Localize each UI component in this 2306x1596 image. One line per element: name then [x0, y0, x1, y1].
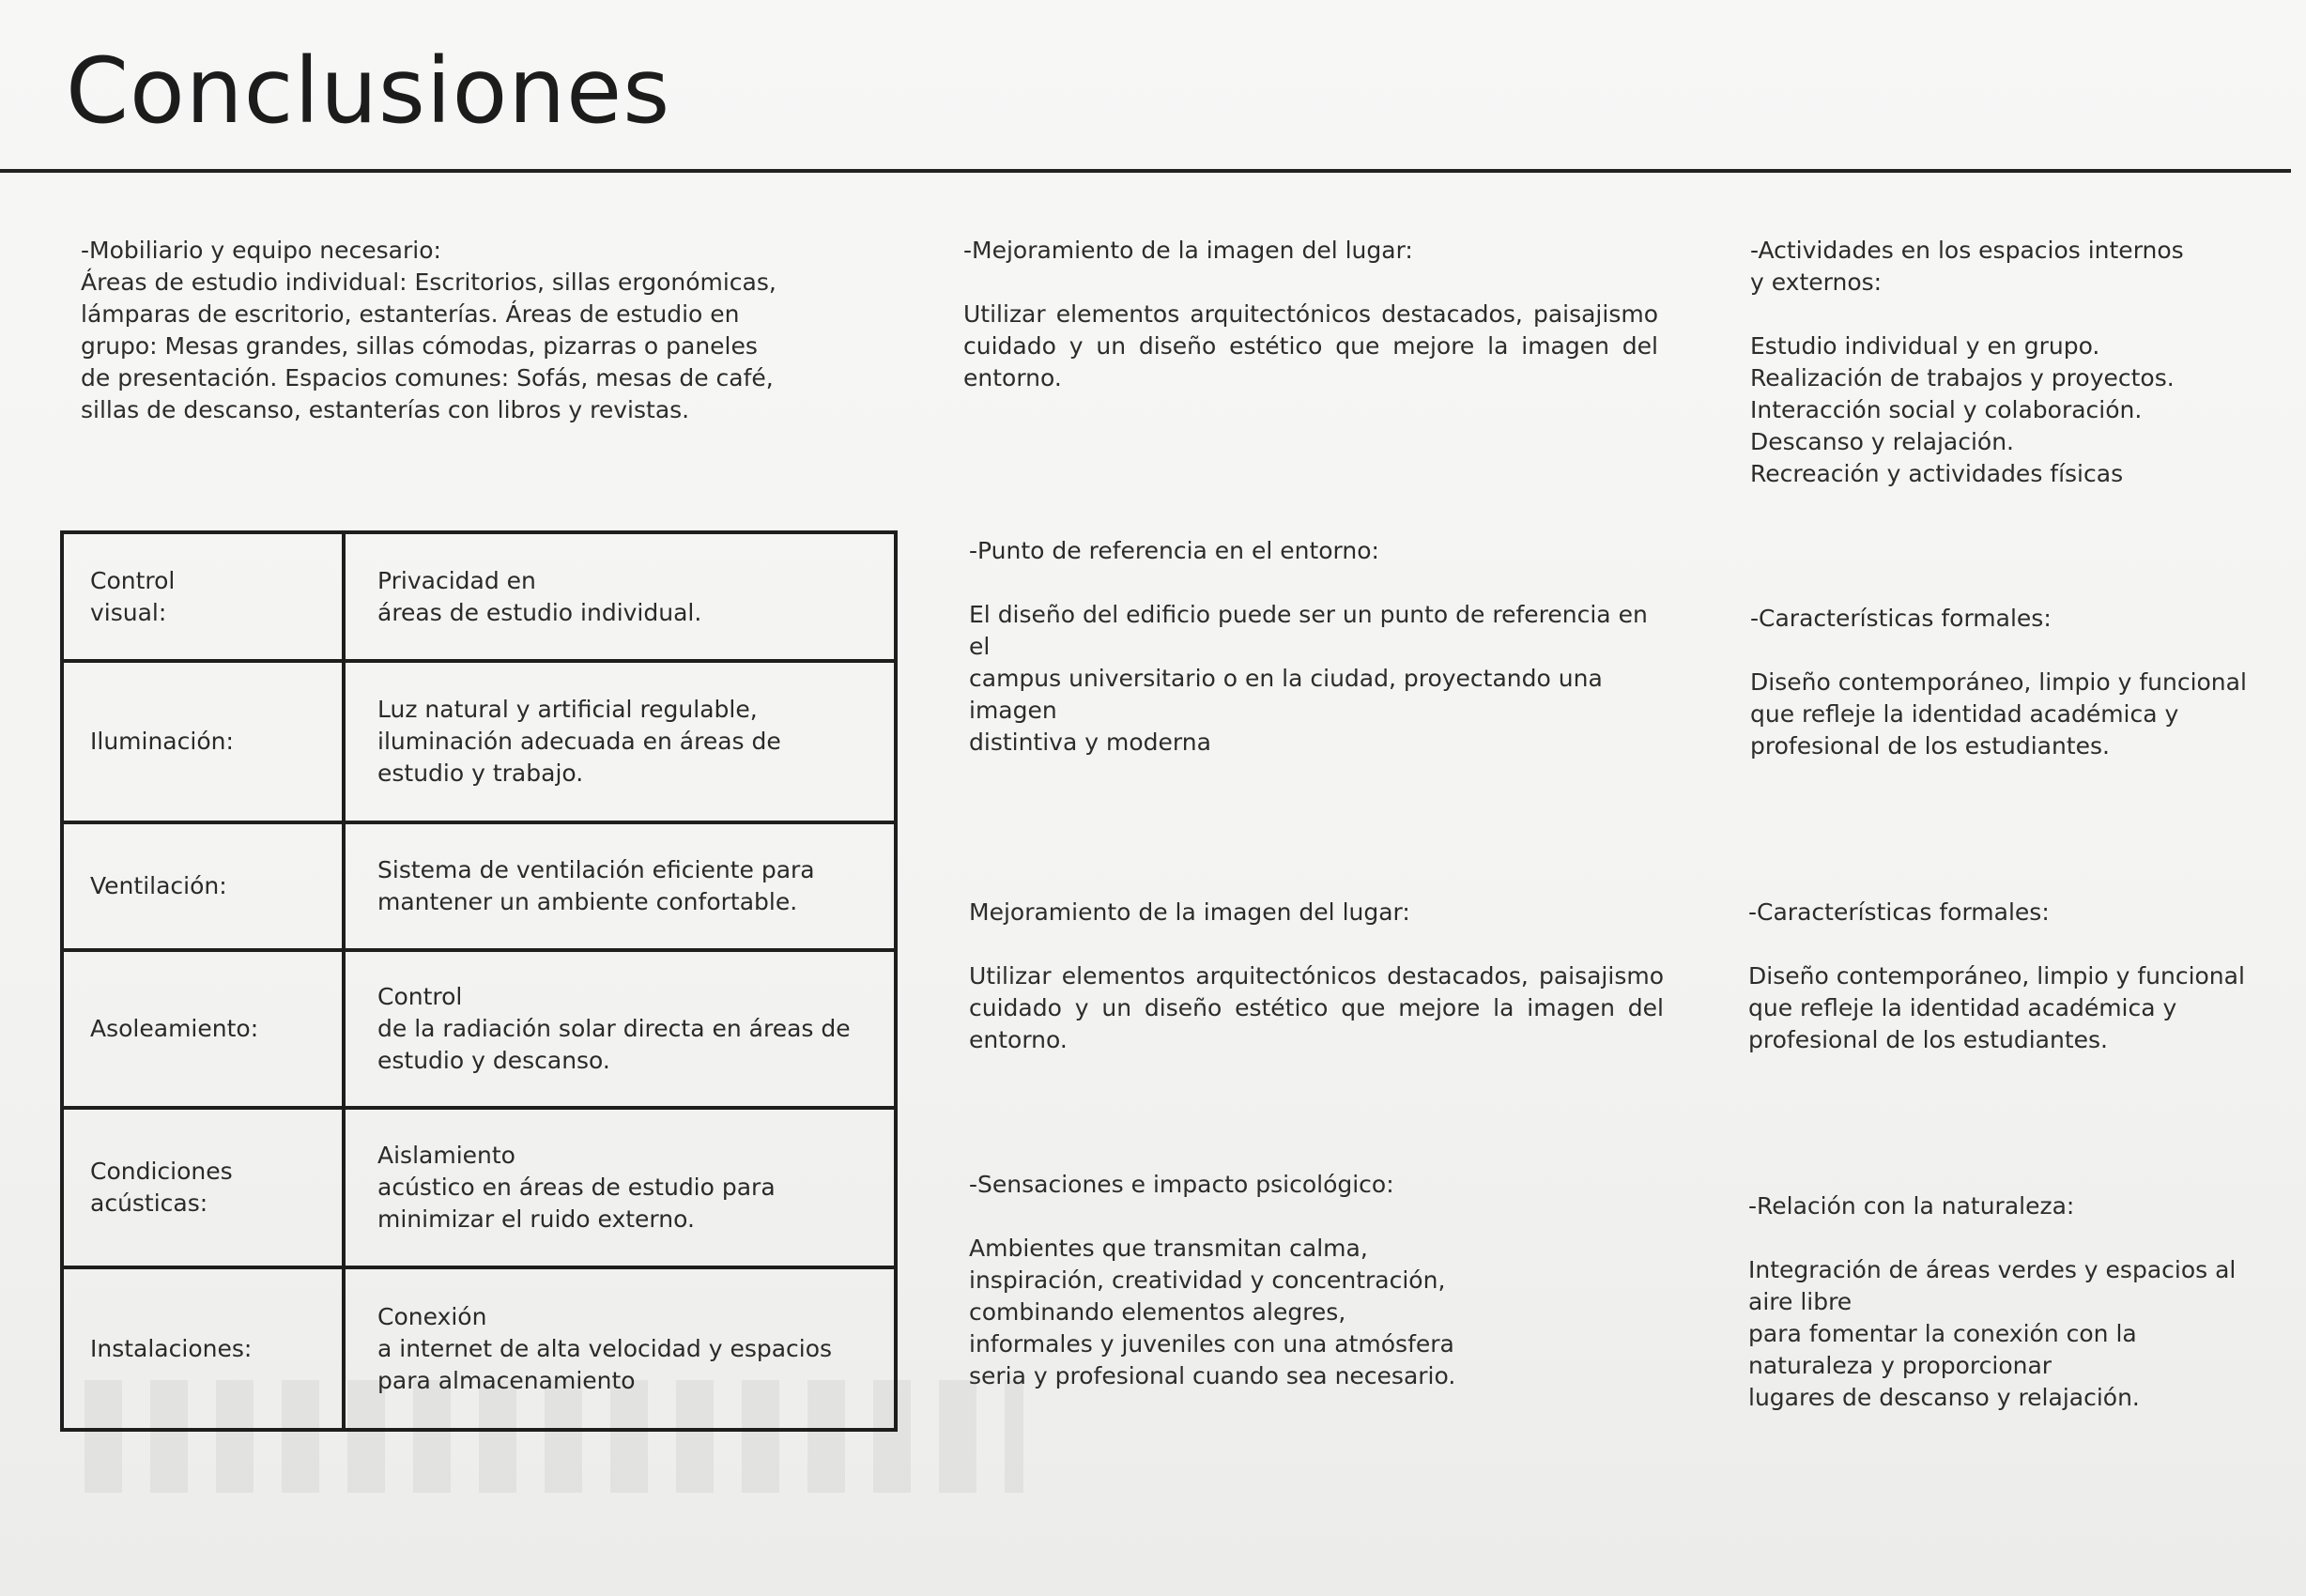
- sensaciones-section: [969, 1169, 1664, 1392]
- naturaleza-line: aire libre: [1748, 1288, 1852, 1315]
- mobiliario-section: [81, 235, 785, 426]
- page-title: Conclusiones: [66, 38, 671, 144]
- table-row-value: Control de la radiación solar directa en áreas de estudio y descanso.: [377, 983, 851, 1074]
- imagen-body: Utilizar elementos arquitectónicos destacados, paisajismo cuidado y un diseño estético que mejore la imagen del entorno.: [969, 962, 1664, 1053]
- mobiliario-line: Áreas de estudio individual: Escritorios, sillas ergonómicas,: [81, 269, 776, 296]
- formales-heading: -Características formales:: [1748, 898, 2050, 926]
- formales-heading: -Características formales:: [1750, 605, 2052, 632]
- table-row-value: Aislamiento acústico en áreas de estudio para minimizar el ruido externo.: [377, 1142, 776, 1233]
- referencia-section: [969, 535, 1664, 759]
- table-row: [64, 952, 894, 1110]
- actividades-line: Estudio individual y en grupo.: [1750, 332, 2100, 360]
- table-row-label: Instalaciones:: [64, 1269, 346, 1428]
- formales-line: Diseño contemporáneo, limpio y funcional: [1748, 962, 2245, 990]
- referencia-line: distintiva y moderna: [969, 729, 1211, 756]
- table-row: [64, 663, 894, 824]
- actividades-line: Recreación y actividades físicas: [1750, 460, 2124, 487]
- table-row-label: Asoleamiento:: [64, 952, 346, 1106]
- imagen-body: Utilizar elementos arquitectónicos destacados, paisajismo cuidado y un diseño estético que mejore la imagen del entorno.: [963, 300, 1658, 391]
- referencia-heading: -Punto de referencia en el entorno:: [969, 537, 1379, 564]
- sensaciones-heading: -Sensaciones e impacto psicológico:: [969, 1171, 1394, 1198]
- actividades-line: Descanso y relajación.: [1750, 428, 2014, 455]
- formales-line: profesional de los estudiantes.: [1750, 732, 2110, 760]
- referencia-line: el: [969, 633, 991, 660]
- table-row-label: Condiciones acústicas:: [64, 1110, 346, 1266]
- imagen-section-1: [963, 235, 1658, 394]
- actividades-section: [1750, 235, 2276, 490]
- table-row-value: Luz natural y artificial regulable, iluminación adecuada en áreas de estudio y trabajo.: [377, 696, 781, 787]
- imagen-heading: Mejoramiento de la imagen del lugar:: [969, 898, 1410, 926]
- table-row: [64, 1110, 894, 1269]
- formales-section-1: [1750, 603, 2285, 762]
- mobiliario-line: grupo: Mesas grandes, sillas cómodas, pizarras o paneles: [81, 332, 758, 360]
- table-row: [64, 534, 894, 663]
- referencia-line: El diseño del edificio puede ser un punto de referencia en: [969, 601, 1648, 628]
- mobiliario-line: lámparas de escritorio, estanterías. Áreas de estudio en: [81, 300, 740, 328]
- naturaleza-line: lugares de descanso y relajación.: [1748, 1384, 2140, 1411]
- actividades-line: Realización de trabajos y proyectos.: [1750, 364, 2175, 391]
- conditions-table: [60, 530, 898, 1432]
- naturaleza-line: naturaleza y proporcionar: [1748, 1352, 2052, 1379]
- formales-line: que refleje la identidad académica y: [1748, 994, 2177, 1021]
- naturaleza-section: [1748, 1190, 2283, 1414]
- sensaciones-line: seria y profesional cuando sea necesario.: [969, 1362, 1456, 1389]
- title-divider: [0, 169, 2291, 173]
- referencia-line: campus universitario o en la ciudad, proyectando una: [969, 665, 1603, 692]
- actividades-heading: -Actividades en los espacios internos: [1750, 237, 2184, 264]
- naturaleza-line: Integración de áreas verdes y espacios al: [1748, 1256, 2237, 1283]
- naturaleza-line: para fomentar la conexión con la: [1748, 1320, 2137, 1347]
- bleed-through-shadow: [85, 1380, 1023, 1493]
- table-row-label: Control visual:: [64, 534, 346, 659]
- sensaciones-line: Ambientes que transmitan calma,: [969, 1235, 1368, 1262]
- mobiliario-line: sillas de descanso, estanterías con libros y revistas.: [81, 396, 690, 423]
- actividades-line: Interacción social y colaboración.: [1750, 396, 2143, 423]
- sensaciones-line: combinando elementos alegres,: [969, 1298, 1346, 1326]
- sensaciones-line: inspiración, creatividad y concentración,: [969, 1266, 1446, 1294]
- referencia-line: imagen: [969, 697, 1057, 724]
- actividades-heading: y externos:: [1750, 269, 1883, 296]
- mobiliario-heading: -Mobiliario y equipo necesario:: [81, 237, 441, 264]
- mobiliario-line: de presentación. Espacios comunes: Sofás, mesas de café,: [81, 364, 774, 391]
- imagen-heading: -Mejoramiento de la imagen del lugar:: [963, 237, 1413, 264]
- formales-line: Diseño contemporáneo, limpio y funcional: [1750, 668, 2247, 696]
- table-row-value: Sistema de ventilación eficiente para mantener un ambiente confortable.: [377, 856, 815, 915]
- formales-section-2: [1748, 897, 2283, 1056]
- naturaleza-heading: -Relación con la naturaleza:: [1748, 1192, 2075, 1220]
- sensaciones-line: informales y juveniles con una atmósfera: [969, 1330, 1454, 1358]
- formales-line: que refleje la identidad académica y: [1750, 700, 2179, 728]
- table-row-label: Ventilación:: [64, 824, 346, 948]
- table-row-label: Iluminación:: [64, 663, 346, 821]
- formales-line: profesional de los estudiantes.: [1748, 1026, 2108, 1053]
- table-row-value: Conexión a internet de alta velocidad y espacios para almacenamiento: [377, 1302, 833, 1394]
- table-row: [64, 824, 894, 952]
- table-row-value: Privacidad en áreas de estudio individual.: [377, 566, 702, 626]
- imagen-section-2: [969, 897, 1664, 1056]
